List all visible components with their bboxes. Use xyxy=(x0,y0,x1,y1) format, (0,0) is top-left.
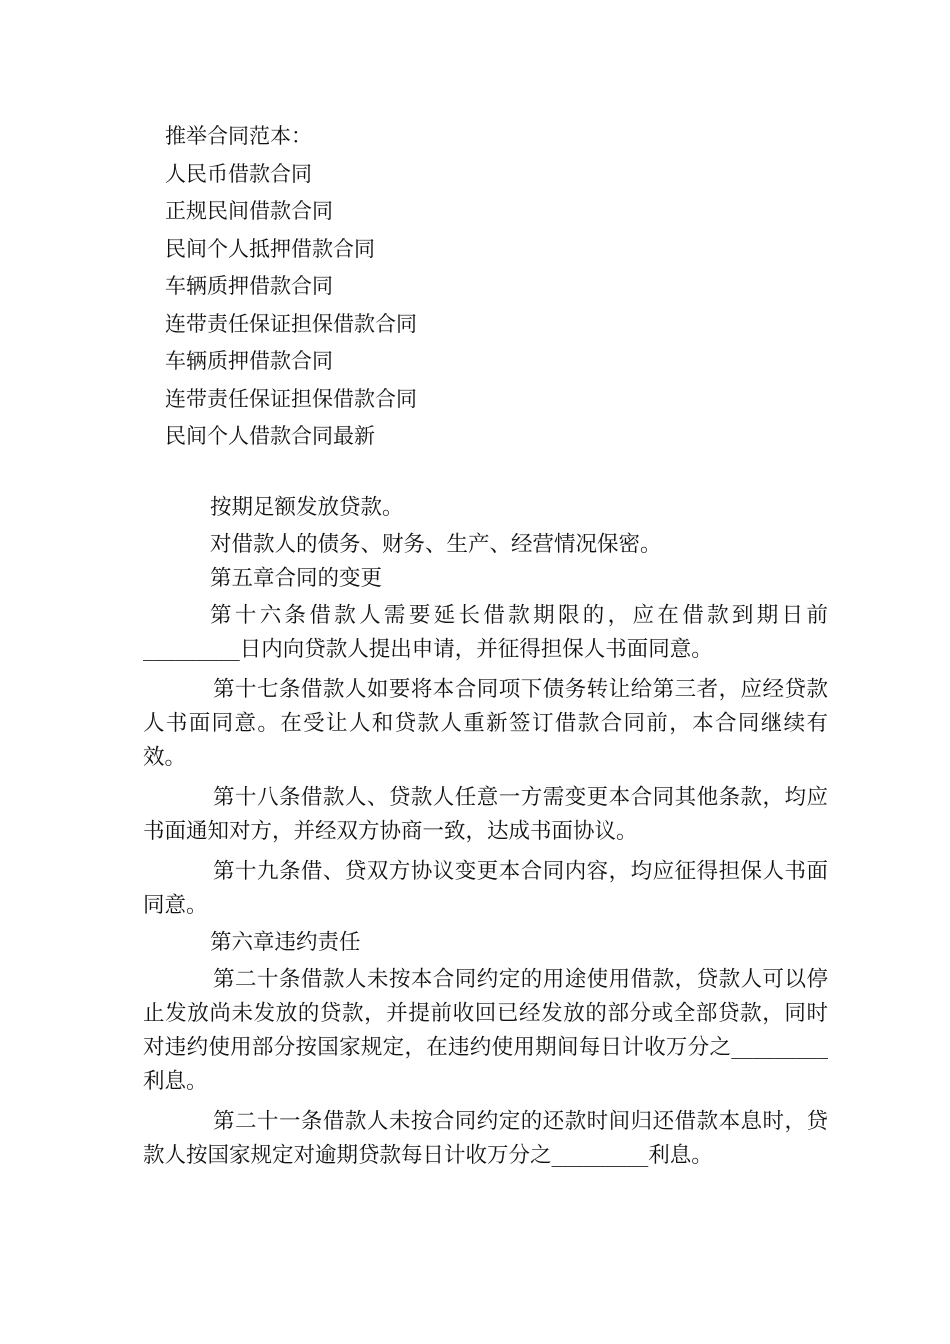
recommended-item[interactable]: 人民币借款合同 xyxy=(165,161,312,186)
article-21: 第二十一条借款人未按合同约定的还款时间归还借款本息时，贷款人按国家规定对逾期贷款每日计收万分之_________利息。 xyxy=(143,1109,828,1168)
paragraph: 对借款人的债务、财务、生产、经营情况保密。 xyxy=(210,532,662,557)
recommended-item[interactable]: 民间个人借款合同最新 xyxy=(165,424,375,448)
recommended-item[interactable]: 车辆质押借款合同 xyxy=(165,349,333,373)
chapter-heading: 第六章违约责任 xyxy=(210,930,361,955)
article-18: 第十八条借款人、贷款人任意一方需变更本合同其他条款，均应书面通知对方，并经双方协商一致，达成书面协议。 xyxy=(143,785,828,844)
recommended-item[interactable]: 车辆质押借款合同 xyxy=(165,274,333,298)
article-16: 第十六条借款人需要延长借款期限的，应在借款到期日前_________日内向贷款人提出申请，并征得担保人书面同意。 xyxy=(143,603,828,662)
paragraph: 按期足额发放贷款。 xyxy=(210,495,404,520)
article-20: 第二十条借款人未按本合同约定的用途使用借款，贷款人可以停止发放尚未发放的贷款，并提前收回已经发放的部分或全部贷款，同时对违约使用部分按国家规定，在违约使用期间每日计收万分之_________利息。 xyxy=(143,967,828,1094)
article-19: 第十九条借、贷双方协议变更本合同内容，均应征得担保人书面同意。 xyxy=(143,859,828,918)
article-17: 第十七条借款人如要将本合同项下债务转让给第三者，应经贷款人书面同意。在受让人和贷款人重新签订借款合同前，本合同继续有效。 xyxy=(143,677,828,770)
contract-body xyxy=(143,491,828,1173)
chapter-heading: 第五章合同的变更 xyxy=(210,566,383,591)
recommended-contracts-list xyxy=(165,118,417,456)
recommended-item[interactable]: 连带责任保证担保借款合同 xyxy=(165,386,417,411)
recommended-title: 推举合同范本： xyxy=(165,124,312,148)
recommended-item[interactable]: 民间个人抵押借款合同 xyxy=(165,236,375,261)
recommended-item[interactable]: 连带责任保证担保借款合同 xyxy=(165,311,417,336)
recommended-item[interactable]: 正规民间借款合同 xyxy=(165,199,333,223)
